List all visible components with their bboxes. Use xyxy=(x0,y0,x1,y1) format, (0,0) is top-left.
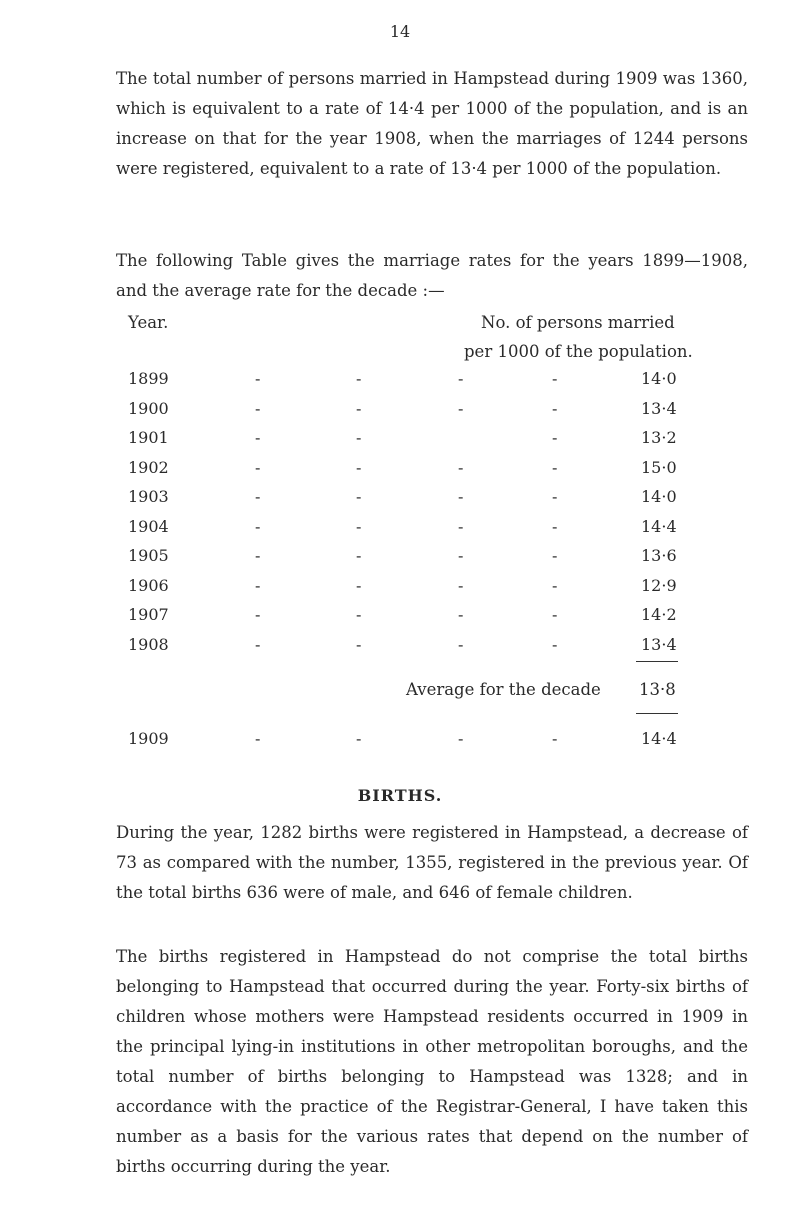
row-rate: 14·2 xyxy=(641,605,677,624)
row-year: 1900 xyxy=(128,398,169,418)
leader-dash: - xyxy=(255,729,261,748)
row-rate: 13·4 xyxy=(641,634,677,654)
sum-rule-top xyxy=(636,661,678,662)
leader-dash: - xyxy=(356,634,362,654)
leader-dash: - xyxy=(552,729,558,748)
births-paragraph-1: During the year, 1282 births were registered in Hampstead, a decrease of 73 as compared with the number, 1355, registered in the previous year. Of the total births 636 were of male, and 646 of female children. xyxy=(116,823,748,902)
row-year: 1901 xyxy=(128,428,169,447)
table-row xyxy=(0,369,800,399)
row-year: 1905 xyxy=(128,546,169,565)
leader-dash: - xyxy=(458,575,464,595)
leader-dash: - xyxy=(458,398,464,418)
row-rate: 14·4 xyxy=(641,516,677,536)
table-row xyxy=(0,576,800,606)
leader-dash: - xyxy=(458,729,464,748)
leader-dash: - xyxy=(552,457,558,477)
leader-dash: - xyxy=(255,634,261,654)
leader-dash: - xyxy=(458,516,464,536)
births-paragraph-2: The births registered in Hampstead do not comprise the total births belonging to Hampstead that occurred during the year. Forty-six births of children whose mothers were Hampstead residents occurred in 1909 in the principal lying-in institutions in other metropolitan boroughs, and the total number of births belonging to Hampstead was 1328; and in accordance with the practice of the Registrar-General, I have taken this number as a basis for the various rates that depend on the number of births occurring during the year. xyxy=(116,947,748,1176)
table-row xyxy=(0,458,800,488)
column-header-rate-line1: No. of persons married xyxy=(481,313,675,332)
leader-dash: - xyxy=(458,546,464,565)
leader-dash: - xyxy=(356,398,362,418)
table-row xyxy=(0,487,800,517)
leader-dash: - xyxy=(458,457,464,477)
current-rate: 14·4 xyxy=(641,729,677,748)
row-year: 1906 xyxy=(128,575,169,595)
leader-dash: - xyxy=(356,729,362,748)
leader-dash: - xyxy=(255,398,261,418)
leader-dash: - xyxy=(552,428,558,447)
leader-dash: - xyxy=(255,369,261,388)
row-rate: 13·4 xyxy=(641,398,677,418)
leader-dash: - xyxy=(458,605,464,624)
leader-dash: - xyxy=(356,605,362,624)
table-row xyxy=(0,605,800,635)
leader-dash: - xyxy=(552,546,558,565)
column-header-rate-line2: per 1000 of the population. xyxy=(464,342,693,361)
table-row xyxy=(0,546,800,576)
leader-dash: - xyxy=(552,487,558,506)
row-rate: 14·0 xyxy=(641,487,677,506)
row-rate: 15·0 xyxy=(641,457,677,477)
leader-dash: - xyxy=(458,487,464,506)
leader-dash: - xyxy=(552,634,558,654)
page-number: 14 xyxy=(389,22,411,41)
leader-dash: - xyxy=(356,546,362,565)
average-label: Average for the decade xyxy=(406,680,601,699)
table-row xyxy=(0,635,800,665)
leader-dash: - xyxy=(356,516,362,536)
leader-dash: - xyxy=(356,428,362,447)
leader-dash: - xyxy=(458,369,464,388)
leader-dash: - xyxy=(552,516,558,536)
leader-dash: - xyxy=(552,575,558,595)
row-year: 1907 xyxy=(128,605,169,624)
row-year: 1902 xyxy=(128,457,169,477)
current-year: 1909 xyxy=(128,729,169,748)
leader-dash: - xyxy=(255,575,261,595)
leader-dash: - xyxy=(552,605,558,624)
row-year: 1899 xyxy=(128,369,169,388)
leader-dash: - xyxy=(255,457,261,477)
births-heading: BIRTHS. xyxy=(357,786,443,805)
leader-dash: - xyxy=(356,457,362,477)
table-row xyxy=(0,428,800,458)
row-rate: 13·6 xyxy=(641,546,677,565)
row-rate: 13·2 xyxy=(641,428,677,447)
intro-paragraph: The total number of persons married in Hampstead during 1909 was 1360, which is equivalent to a rate of 14·4 per 1000 of the population, and is an increase on that for the year 1908, when the marriages of 1244 persons were registered, equivalent to a rate of 13·4 per 1000 of the population. xyxy=(116,69,748,178)
row-year: 1908 xyxy=(128,634,169,654)
row-year: 1904 xyxy=(128,516,169,536)
leader-dash: - xyxy=(552,398,558,418)
table-row-current xyxy=(0,729,800,759)
leader-dash: - xyxy=(356,369,362,388)
row-rate: 12·9 xyxy=(641,575,677,595)
leader-dash: - xyxy=(552,369,558,388)
leader-dash: - xyxy=(356,575,362,595)
leader-dash: - xyxy=(255,487,261,506)
table-row xyxy=(0,517,800,547)
leader-dash: - xyxy=(255,546,261,565)
leader-dash: - xyxy=(255,516,261,536)
table-row xyxy=(0,399,800,429)
leader-dash: - xyxy=(458,634,464,654)
column-header-year: Year. xyxy=(128,313,169,332)
leader-dash: - xyxy=(356,487,362,506)
leader-dash: - xyxy=(255,428,261,447)
average-value: 13·8 xyxy=(639,680,676,699)
sum-rule-bottom xyxy=(636,713,678,714)
table-intro-paragraph: The following Table gives the marriage rates for the years 1899—1908, and the average rate for the decade :— xyxy=(116,251,748,300)
row-rate: 14·0 xyxy=(641,369,677,388)
leader-dash: - xyxy=(255,605,261,624)
row-year: 1903 xyxy=(128,487,169,506)
